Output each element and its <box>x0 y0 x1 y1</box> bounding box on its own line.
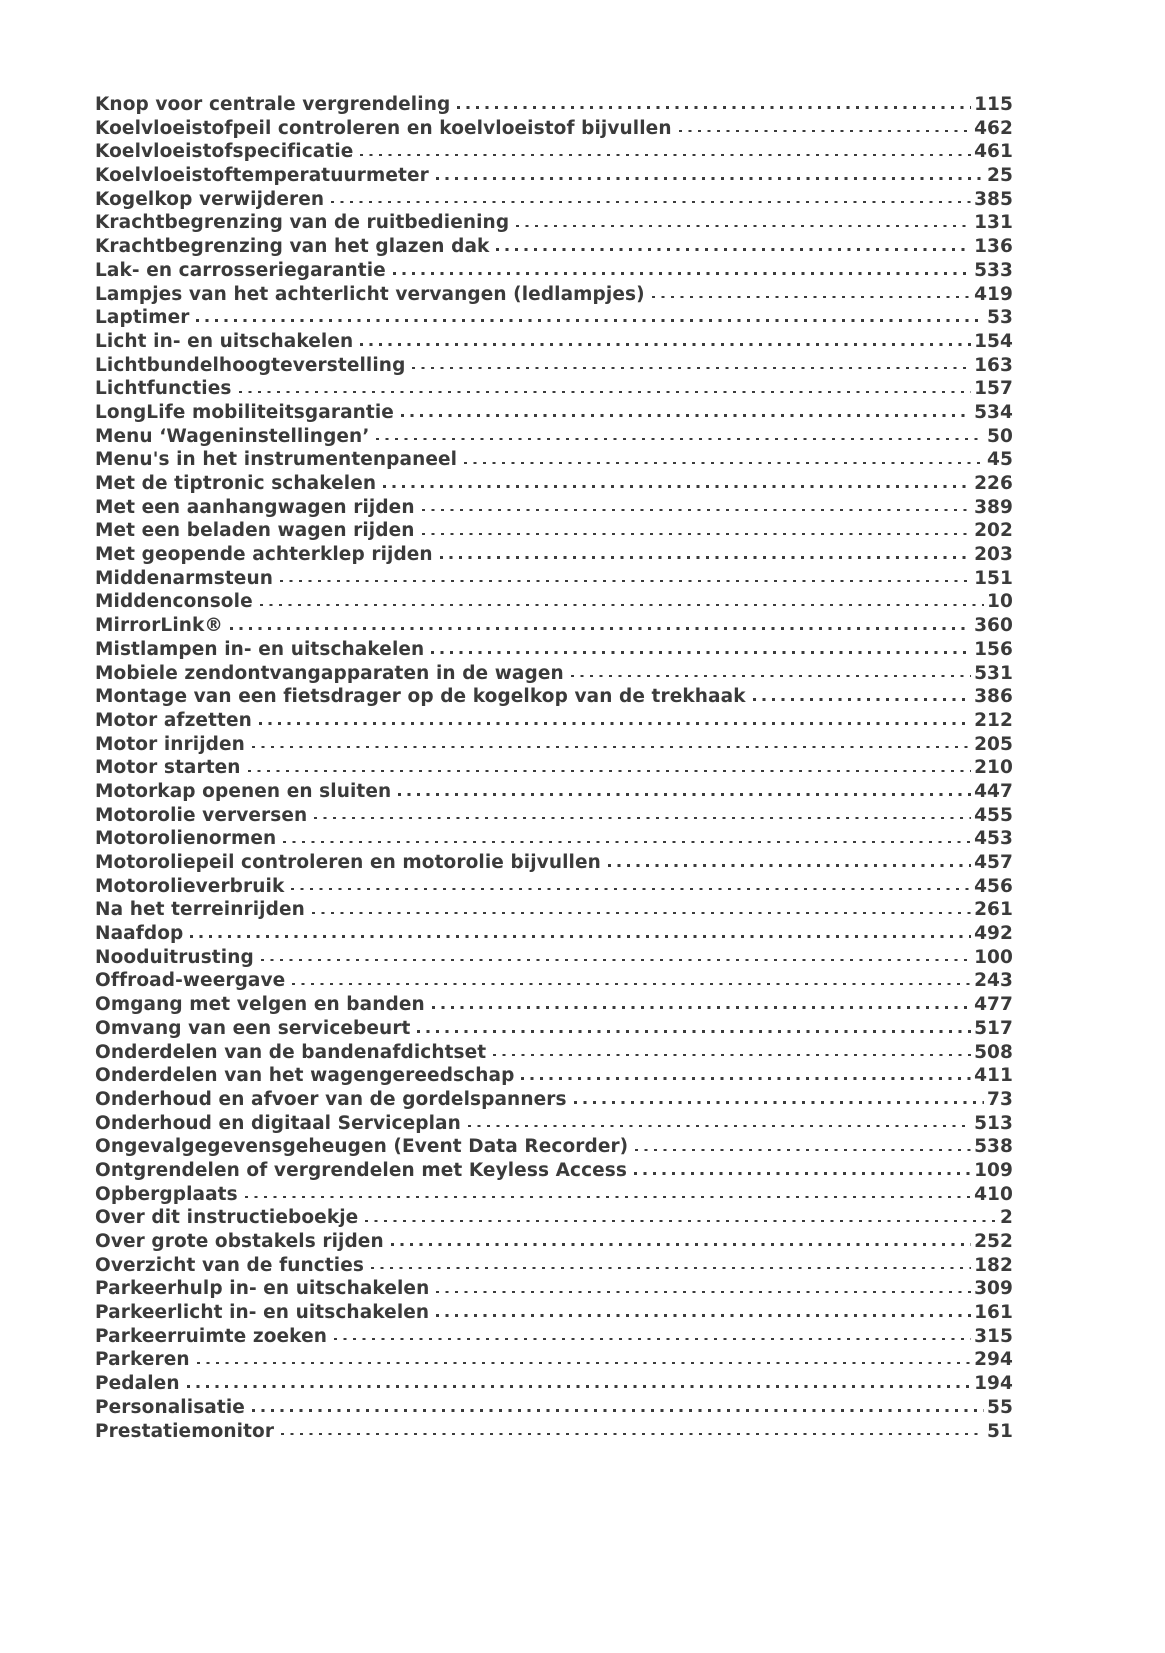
toc-row <box>95 804 1013 828</box>
entry-label: Nooduitrusting <box>95 946 254 968</box>
entry-label: Ontgrendelen of vergrendelen met Keyless Access <box>95 1159 628 1181</box>
entry-label: Met de tiptronic schakelen <box>95 473 377 494</box>
entry-page: 163 <box>974 354 1013 376</box>
toc-row <box>95 1325 1013 1349</box>
entry-label: Offroad-weergave <box>95 970 286 992</box>
entry-page: 203 <box>974 544 1013 566</box>
entry-label: Motorolieverbruik <box>95 875 285 897</box>
entry-label: Motorolienormen <box>95 828 277 850</box>
entry-label: MirrorLink® <box>95 615 224 637</box>
entry-page: 194 <box>974 1373 1013 1395</box>
entry-page: 202 <box>974 520 1013 542</box>
dot-leader <box>412 367 971 369</box>
dot-leader <box>360 154 971 156</box>
dot-leader <box>281 1433 984 1435</box>
entry-label: Knop voor centrale vergrendeling <box>95 94 451 115</box>
toc-row <box>95 1348 1013 1372</box>
dot-leader <box>248 770 972 772</box>
entry-page: 410 <box>974 1183 1013 1205</box>
entry-label: Motor afzetten <box>95 709 252 731</box>
dot-leader <box>608 864 971 866</box>
toc-row <box>95 117 1013 141</box>
toc-row <box>95 1183 1013 1207</box>
dot-leader <box>436 1314 971 1316</box>
dot-leader <box>365 1220 997 1222</box>
entry-page: 157 <box>974 378 1013 400</box>
entry-label: Montage van een fietsdrager op de kogelkop van de trekhaak <box>95 686 746 708</box>
toc-row <box>95 1396 1013 1420</box>
toc-row <box>95 1135 1013 1159</box>
entry-page: 151 <box>974 567 1013 589</box>
dot-leader <box>431 651 971 653</box>
entry-label: Koelvloeistofspecificatie <box>95 141 354 163</box>
entry-label: Koelvloeistofpeil controleren en koelvloeistof bijvullen <box>95 117 672 139</box>
dot-leader <box>398 793 971 795</box>
entry-label: Ongevalgegevensgeheugen (Event Data Recorder) <box>95 1136 629 1158</box>
dot-leader <box>261 959 971 961</box>
toc-row <box>95 377 1013 401</box>
toc-row <box>95 780 1013 804</box>
entry-page: 538 <box>974 1136 1013 1158</box>
dot-leader <box>196 319 984 321</box>
entry-label: Over grote obstakels rijden <box>95 1231 384 1252</box>
dot-leader <box>291 888 971 890</box>
toc-row <box>95 969 1013 993</box>
entry-page: 73 <box>987 1088 1013 1110</box>
dot-leader <box>417 1030 971 1032</box>
entry-label: Onderhoud en afvoer van de gordelspanners <box>95 1088 567 1110</box>
entry-page: 182 <box>974 1254 1013 1276</box>
toc-row <box>95 875 1013 899</box>
entry-label: Parkeerruimte zoeken <box>95 1325 327 1347</box>
entry-page: 455 <box>974 804 1013 826</box>
toc-row <box>95 354 1013 378</box>
dot-leader <box>422 509 971 511</box>
entry-label: Lampjes van het achterlicht vervangen (ledlampjes) <box>95 283 645 305</box>
entry-page: 411 <box>974 1065 1013 1087</box>
toc-row <box>95 851 1013 875</box>
entry-label: Pedalen <box>95 1373 180 1395</box>
entry-label: Krachtbegrenzing van de ruitbediening <box>95 212 510 234</box>
entry-page: 386 <box>974 686 1013 708</box>
entry-label: Motor inrijden <box>95 733 245 755</box>
toc-row <box>95 543 1013 567</box>
entry-page: 294 <box>974 1349 1013 1371</box>
entry-label: Motor starten <box>95 757 241 779</box>
entry-label: Personalisatie <box>95 1396 245 1418</box>
dot-leader <box>371 1267 971 1269</box>
entry-page: 136 <box>974 236 1013 258</box>
entry-label: Naafdop <box>95 923 184 945</box>
dot-leader <box>383 485 971 487</box>
dot-leader <box>496 248 971 250</box>
toc-row <box>95 519 1013 543</box>
entry-label: Omgang met velgen en banden <box>95 994 425 1016</box>
entry-page: 315 <box>974 1325 1013 1347</box>
entry-page: 453 <box>974 828 1013 850</box>
toc-row <box>95 993 1013 1017</box>
entry-page: 252 <box>974 1231 1013 1252</box>
entry-label: Met een aanhangwagen rijden <box>95 496 415 518</box>
entry-label: Over dit instructieboekje <box>95 1207 359 1229</box>
dot-leader <box>252 746 971 748</box>
toc-row <box>95 448 1013 472</box>
toc-row <box>95 898 1013 922</box>
dot-leader <box>252 1409 984 1411</box>
toc-row <box>95 709 1013 733</box>
entry-label: Menu's in het instrumentenpaneel <box>95 449 458 471</box>
entry-page: 360 <box>974 615 1013 637</box>
dot-leader <box>292 983 971 985</box>
entry-page: 100 <box>974 946 1013 968</box>
dot-leader <box>187 1385 971 1387</box>
entry-label: Parkeerlicht in- en uitschakelen <box>95 1302 430 1324</box>
entry-page: 461 <box>974 141 1013 163</box>
entry-label: Laptimer <box>95 307 190 329</box>
dot-leader <box>190 935 971 937</box>
toc-row <box>95 1254 1013 1278</box>
toc-row <box>95 188 1013 212</box>
toc-row <box>95 1064 1013 1088</box>
dot-leader <box>440 556 971 558</box>
dot-leader <box>571 675 971 677</box>
toc-row <box>95 235 1013 259</box>
entry-label: Lichtbundelhoogteverstelling <box>95 354 406 376</box>
dot-leader <box>436 1291 971 1293</box>
entry-page: 55 <box>987 1396 1013 1418</box>
toc-row <box>95 756 1013 780</box>
entry-page: 456 <box>974 875 1013 897</box>
entry-label: Onderdelen van het wagengereedschap <box>95 1065 515 1087</box>
toc-row <box>95 1420 1013 1444</box>
entry-label: Met een beladen wagen rijden <box>95 520 415 542</box>
dot-leader <box>432 1006 971 1008</box>
toc-row <box>95 733 1013 757</box>
toc-row <box>95 1017 1013 1041</box>
entry-page: 212 <box>974 709 1013 731</box>
entry-page: 161 <box>974 1302 1013 1324</box>
toc-row <box>95 330 1013 354</box>
toc-row <box>95 1088 1013 1112</box>
entry-page: 50 <box>987 425 1013 447</box>
toc-row <box>95 946 1013 970</box>
dot-leader <box>312 912 971 914</box>
entry-label: Mistlampen in- en uitschakelen <box>95 638 425 660</box>
entry-page: 115 <box>974 94 1013 115</box>
toc-row <box>95 259 1013 283</box>
toc-row <box>95 922 1013 946</box>
toc-row <box>95 614 1013 638</box>
entry-label: Parkeren <box>95 1349 190 1371</box>
dot-leader <box>259 722 971 724</box>
entry-label: Prestatiemonitor <box>95 1420 275 1442</box>
entry-label: Met geopende achterklep rijden <box>95 544 433 566</box>
dot-leader <box>493 1054 971 1056</box>
dot-leader <box>436 177 984 179</box>
entry-page: 533 <box>974 259 1013 281</box>
toc-row <box>95 211 1013 235</box>
entry-page: 447 <box>974 780 1013 802</box>
entry-page: 534 <box>974 401 1013 423</box>
entry-label: Na het terreinrijden <box>95 899 305 921</box>
entry-label: Middenconsole <box>95 591 253 613</box>
dot-leader <box>239 391 972 393</box>
entry-page: 210 <box>974 757 1013 779</box>
entry-label: Middenarmsteun <box>95 567 273 589</box>
entry-label: Menu ‘Wageninstellingen’ <box>95 425 370 447</box>
entry-page: 156 <box>974 638 1013 660</box>
dot-leader <box>422 533 972 535</box>
dot-leader <box>574 1101 984 1103</box>
entry-page: 419 <box>974 283 1013 305</box>
dot-leader <box>376 438 984 440</box>
dot-leader <box>280 580 971 582</box>
entry-label: Krachtbegrenzing van het glazen dak <box>95 236 490 258</box>
entry-label: Lak- en carrosseriegarantie <box>95 259 386 281</box>
entry-label: Koelvloeistoftemperatuurmeter <box>95 165 429 187</box>
entry-page: 45 <box>987 449 1013 471</box>
toc-row <box>95 590 1013 614</box>
entry-label: Opbergplaats <box>95 1183 238 1205</box>
toc-row <box>95 685 1013 709</box>
dot-leader <box>331 201 971 203</box>
toc-row <box>95 638 1013 662</box>
dot-leader <box>652 296 971 298</box>
entry-page: 243 <box>974 970 1013 992</box>
entry-label: Kogelkop verwijderen <box>95 188 325 210</box>
toc-row <box>95 1301 1013 1325</box>
toc-row <box>95 1041 1013 1065</box>
dot-leader <box>521 1077 971 1079</box>
entry-page: 51 <box>987 1420 1013 1442</box>
dot-leader <box>314 817 971 819</box>
entry-page: 385 <box>974 188 1013 210</box>
entry-page: 226 <box>974 473 1013 494</box>
entry-page: 462 <box>974 117 1013 139</box>
entry-page: 53 <box>987 307 1013 329</box>
entry-page: 154 <box>974 330 1013 352</box>
dot-leader <box>391 1243 971 1245</box>
toc-row <box>95 1230 1013 1254</box>
toc-row <box>95 662 1013 686</box>
dot-leader <box>360 343 971 345</box>
entry-label: Parkeerhulp in- en uitschakelen <box>95 1278 430 1300</box>
dot-leader <box>283 841 971 843</box>
entry-label: Motorolie verversen <box>95 804 308 826</box>
entry-label: Onderhoud en digitaal Serviceplan <box>95 1112 461 1134</box>
toc-row <box>95 1277 1013 1301</box>
toc-row <box>95 140 1013 164</box>
entry-label: Motorkap openen en sluiten <box>95 780 392 802</box>
toc-row <box>95 567 1013 591</box>
dot-leader <box>393 272 971 274</box>
dot-leader <box>401 414 971 416</box>
entry-label: LongLife mobiliteitsgarantie <box>95 401 394 423</box>
dot-leader <box>457 106 971 108</box>
entry-label: Omvang van een servicebeurt <box>95 1017 411 1039</box>
index-list <box>95 93 1013 1443</box>
toc-row <box>95 425 1013 449</box>
toc-row <box>95 283 1013 307</box>
dot-leader <box>245 1196 971 1198</box>
dot-leader <box>516 225 971 227</box>
entry-label: Onderdelen van de bandenafdichtset <box>95 1041 487 1063</box>
toc-row <box>95 401 1013 425</box>
dot-leader <box>679 130 971 132</box>
entry-page: 477 <box>974 994 1013 1016</box>
dot-leader <box>230 627 971 629</box>
dot-leader <box>260 604 984 606</box>
toc-row <box>95 93 1013 117</box>
toc-row <box>95 164 1013 188</box>
entry-page: 2 <box>1000 1207 1013 1229</box>
dot-leader <box>334 1338 971 1340</box>
toc-row <box>95 1159 1013 1183</box>
entry-label: Mobiele zendontvangapparaten in de wagen <box>95 662 564 684</box>
toc-row <box>95 1206 1013 1230</box>
dot-leader <box>464 462 984 464</box>
entry-page: 457 <box>974 852 1013 873</box>
entry-page: 389 <box>974 496 1013 518</box>
entry-page: 309 <box>974 1278 1013 1300</box>
entry-label: Licht in- en uitschakelen <box>95 330 354 352</box>
dot-leader <box>635 1149 971 1151</box>
entry-page: 261 <box>974 899 1013 921</box>
toc-row <box>95 1112 1013 1136</box>
entry-page: 508 <box>974 1041 1013 1063</box>
entry-label: Overzicht van de functies <box>95 1254 364 1276</box>
toc-row <box>95 472 1013 496</box>
entry-label: Lichtfuncties <box>95 378 232 400</box>
entry-page: 492 <box>974 923 1013 945</box>
dot-leader <box>197 1362 971 1364</box>
dot-leader <box>753 698 971 700</box>
toc-row <box>95 827 1013 851</box>
entry-label: Motoroliepeil controleren en motorolie bijvullen <box>95 852 601 873</box>
entry-page: 205 <box>974 733 1013 755</box>
entry-page: 517 <box>974 1017 1013 1039</box>
dot-leader <box>634 1172 971 1174</box>
entry-page: 109 <box>974 1159 1013 1181</box>
entry-page: 10 <box>987 591 1013 613</box>
entry-page: 531 <box>974 662 1013 684</box>
entry-page: 131 <box>974 212 1013 234</box>
entry-page: 25 <box>987 165 1013 187</box>
toc-row <box>95 496 1013 520</box>
toc-row <box>95 1372 1013 1396</box>
entry-page: 513 <box>974 1112 1013 1134</box>
dot-leader <box>468 1125 971 1127</box>
toc-row <box>95 306 1013 330</box>
